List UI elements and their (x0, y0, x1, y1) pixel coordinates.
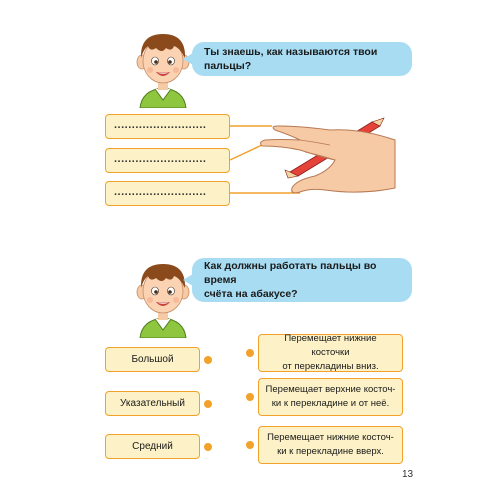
question-text-2-line1: Как должны работать пальцы во время (204, 260, 377, 286)
question-bubble-1 (192, 42, 412, 76)
description-box-1 (258, 334, 403, 372)
boy-illustration-2 (128, 258, 198, 338)
match-dot-finger-2[interactable] (204, 400, 212, 408)
boy-face-icon (128, 258, 198, 338)
match-dot-finger-1[interactable] (204, 356, 212, 364)
description-1-line1: Перемещает нижние косточки (284, 333, 377, 358)
description-box-3 (258, 426, 403, 464)
connector-line-2 (230, 145, 262, 160)
match-dot-desc-3[interactable] (246, 441, 254, 449)
description-3-line1: Перемещает нижние косточ- (267, 432, 394, 443)
question-text-2-line2: счёта на абакусе? (204, 288, 298, 300)
boy-illustration-1 (128, 28, 198, 108)
finger-name-blank-2[interactable]: .......................... (105, 148, 230, 173)
description-2-line2: ки к перекладине и от неё. (271, 398, 390, 409)
description-3-line2: ки к перекладине вверх. (277, 446, 384, 457)
page-number: 13 (402, 469, 414, 480)
finger-label-middle: Средний (105, 434, 200, 459)
match-dot-finger-3[interactable] (204, 443, 212, 451)
finger-name-blank-3[interactable]: .......................... (105, 181, 230, 206)
finger-label-thumb: Большой (105, 347, 200, 372)
description-box-2 (258, 378, 403, 416)
description-1-line2: от перекладины вниз. (282, 361, 379, 372)
match-dot-desc-1[interactable] (246, 349, 254, 357)
question-bubble-2 (192, 258, 412, 302)
question-text-1: Ты знаешь, как называются твои пальцы? (204, 46, 378, 72)
finger-label-index: Указательный (105, 391, 200, 416)
hand-icon (261, 118, 395, 193)
boy-face-icon (128, 28, 198, 108)
description-2-line1: Перемещает верхние косточ- (265, 384, 396, 395)
finger-name-blank-1[interactable]: .......................... (105, 114, 230, 139)
match-dot-desc-2[interactable] (246, 393, 254, 401)
